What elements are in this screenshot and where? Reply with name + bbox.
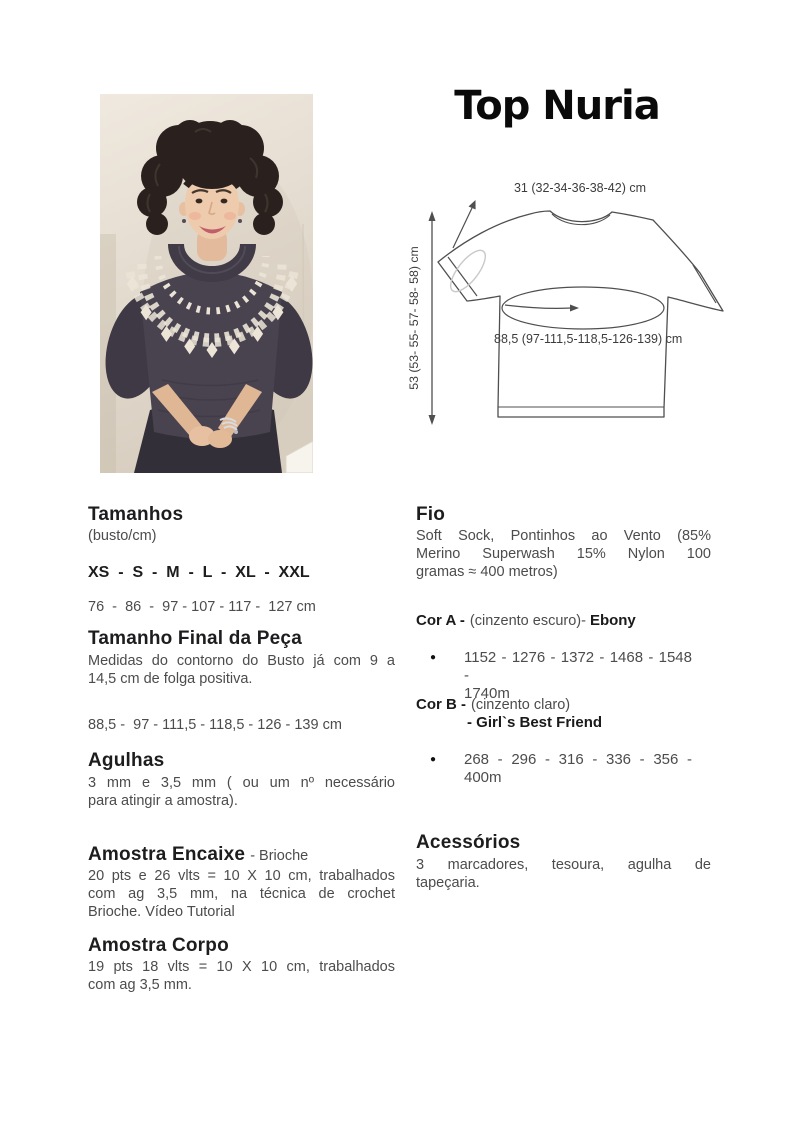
bullet-icon: ● xyxy=(430,754,437,765)
length-arrow-top-head xyxy=(429,211,436,221)
gauge-yoke-paragraph: 20 pts e 26 vlts = 10 X 10 cm, trabalhados com ag 3,5 mm, na técnica de crochet Brioche. Vídeo Tutorial xyxy=(88,868,395,920)
size-values-row: 76 - 86 - 97 - 107 - 117 - 127 cm xyxy=(88,599,316,615)
color-a-row xyxy=(416,612,636,630)
length-measurement-label: 53 (53- 55- 57- 58- 58) cm xyxy=(407,246,421,390)
final-size-paragraph: Medidas do contorno do Busto já com 9 a 14,5 cm de folga positiva. xyxy=(88,653,395,687)
final-size-values-row: 88,5 - 97 - 111,5 - 118,5 - 126 - 139 cm xyxy=(88,717,342,733)
right-blush xyxy=(224,212,236,220)
accessories-heading: Acessórios xyxy=(416,832,521,853)
tee-outline xyxy=(438,211,723,417)
color-b-row xyxy=(416,696,570,714)
gauge-yoke-heading-suffix: - Brioche xyxy=(250,848,309,864)
color-b-meterage-item xyxy=(430,751,692,787)
color-b-name: - Girl`s Best Friend xyxy=(467,714,603,731)
length-arrow-bottom-head xyxy=(429,415,436,425)
page-title: Top Nuria xyxy=(454,83,660,129)
left-eye xyxy=(196,199,203,204)
gauge-yoke-heading xyxy=(88,844,308,867)
color-b-meterage: 268 - 296 - 316 - 336 - 356 - 400m xyxy=(464,751,692,786)
color-a-label: Cor A - xyxy=(416,612,465,629)
right-earring xyxy=(238,219,242,223)
color-b-label: Cor B - xyxy=(416,696,466,713)
gauge-body-heading: Amostra Corpo xyxy=(88,935,229,956)
color-a-meterage-item xyxy=(430,649,692,703)
schematic-drawing xyxy=(405,178,760,440)
color-b-description: (cinzento claro) xyxy=(471,697,571,713)
model-photo xyxy=(100,94,313,473)
yarn-paragraph: Soft Sock, Pontinhos ao Vento (85% Merino Superwash 15% Nylon 100 gramas ≈ 400 metros) xyxy=(416,528,711,580)
needles-paragraph: 3 mm e 3,5 mm ( ou um nº necessário para atingir a amostra). xyxy=(88,775,395,809)
left-earring xyxy=(182,219,186,223)
garment-schematic xyxy=(405,178,760,440)
color-a-name: Ebony xyxy=(589,612,636,629)
yarn-heading: Fio xyxy=(416,504,446,525)
bust-measurement-label: 88,5 (97-111,5-118,5-126-139) cm xyxy=(494,332,683,346)
sizes-heading: Tamanhos xyxy=(88,504,184,525)
needles-heading: Agulhas xyxy=(88,750,165,771)
right-eye xyxy=(221,199,228,204)
sleeve-measurement-label: 31 (32-34-36-38-42) cm xyxy=(513,181,647,195)
color-a-meterage: 1152 - 1276 - 1372 - 1468 - 1548 - 1740m xyxy=(464,649,692,702)
final-size-heading: Tamanho Final da Peça xyxy=(88,628,302,649)
gauge-body-paragraph: 19 pts 18 vlts = 10 X 10 cm, trabalhados com ag 3,5 mm. xyxy=(88,959,395,993)
model-photo-illustration xyxy=(100,94,313,473)
bullet-icon: ● xyxy=(430,652,437,663)
size-names-row: XS - S - M - L - XL - XXL xyxy=(88,564,310,581)
gauge-yoke-heading-text: Amostra Encaixe xyxy=(88,844,246,865)
left-blush xyxy=(189,212,201,220)
sizes-subheading: (busto/cm) xyxy=(88,528,157,544)
color-a-description: (cinzento escuro)- xyxy=(469,613,586,629)
right-hand xyxy=(208,430,232,448)
bracelet-charm xyxy=(234,430,238,434)
accessories-paragraph: 3 marcadores, tesoura, agulha de tapeçaria. xyxy=(416,857,711,891)
